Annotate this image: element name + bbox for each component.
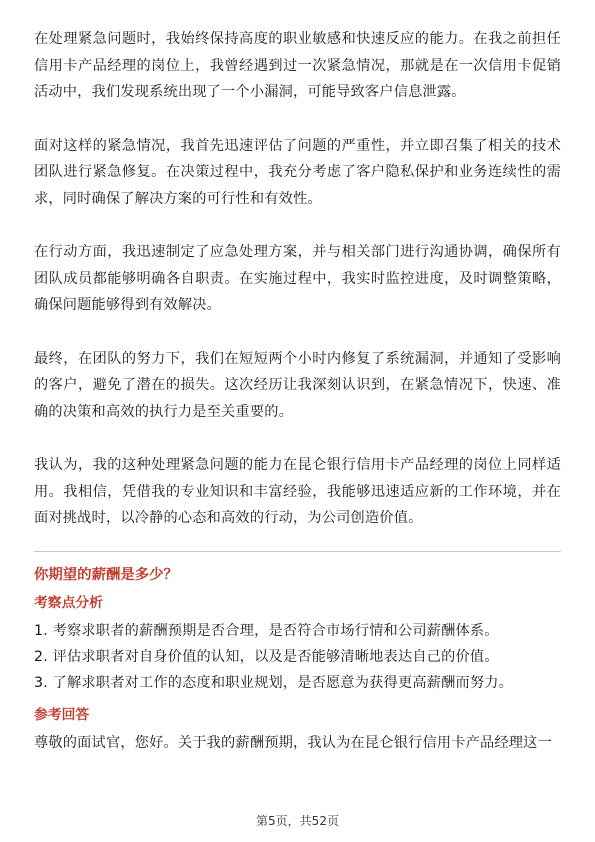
question-heading: 你期望的薪酬是多少？ (34, 566, 178, 583)
document-page (34, 26, 561, 756)
answer-text: 尊敬的面试官，您好。关于我的薪酬预期，我认为在昆仑银行信用卡产品经理这一 (34, 734, 552, 751)
analysis-list (34, 618, 561, 696)
paragraph-assessment: 面对这样的紧急情况，我首先迅速评估了问题的严重性，并立即召集了相关的技术团队进行紧急修复。在决策过程中，我充分考虑了客户隐私保护和业务连续性的需求，同时确保了解决方案的可行性和有效性。 (34, 137, 561, 207)
section-divider (34, 551, 561, 552)
paragraph-result: 最终，在团队的努力下，我们在短短两个小时内修复了系统漏洞，并通知了受影响的客户，避免了潜在的损失。这次经历让我深刻认识到，在紧急情况下，快速、准确的决策和高效的执行力是至关重要的。 (34, 350, 561, 420)
list-item: 3. 了解求职者对工作的态度和职业规划，是否愿意为获得更高薪酬而努力。 (34, 674, 514, 691)
list-item: 2. 评估求职者对自身价值的认知，以及是否能够清晰地表达自己的价值。 (34, 648, 499, 665)
paragraph-conclusion: 我认为，我的这种处理紧急问题的能力在昆仑银行信用卡产品经理的岗位上同样适用。我相信，凭借我的专业知识和丰富经验，我能够迅速适应新的工作环境，并在面对挑战时，以冷静的心态和高效的行动，为公司创造价值。 (34, 457, 561, 526)
page-number: 第5页，共52页 (256, 814, 339, 828)
paragraph-emergency-intro: 在处理紧急问题时，我始终保持高度的职业敏感和快速反应的能力。在我之前担任信用卡产品经理的岗位上，我曾经遇到过一次紧急情况，那就是在一次信用卡促销活动中，我们发现系统出现了一个小漏洞，可能导致客户信息泄露。 (34, 31, 561, 100)
answer-heading: 参考回答 (34, 706, 90, 723)
analysis-heading: 考察点分析 (34, 594, 103, 611)
paragraph-action: 在行动方面，我迅速制定了应急处理方案，并与相关部门进行沟通协调，确保所有团队成员都能够明确各自职责。在实施过程中，我实时监控进度，及时调整策略，确保问题能够得到有效解决。 (34, 244, 561, 313)
list-item: 1. 考察求职者的薪酬预期是否合理，是否符合市场行情和公司薪酬体系。 (34, 622, 499, 639)
